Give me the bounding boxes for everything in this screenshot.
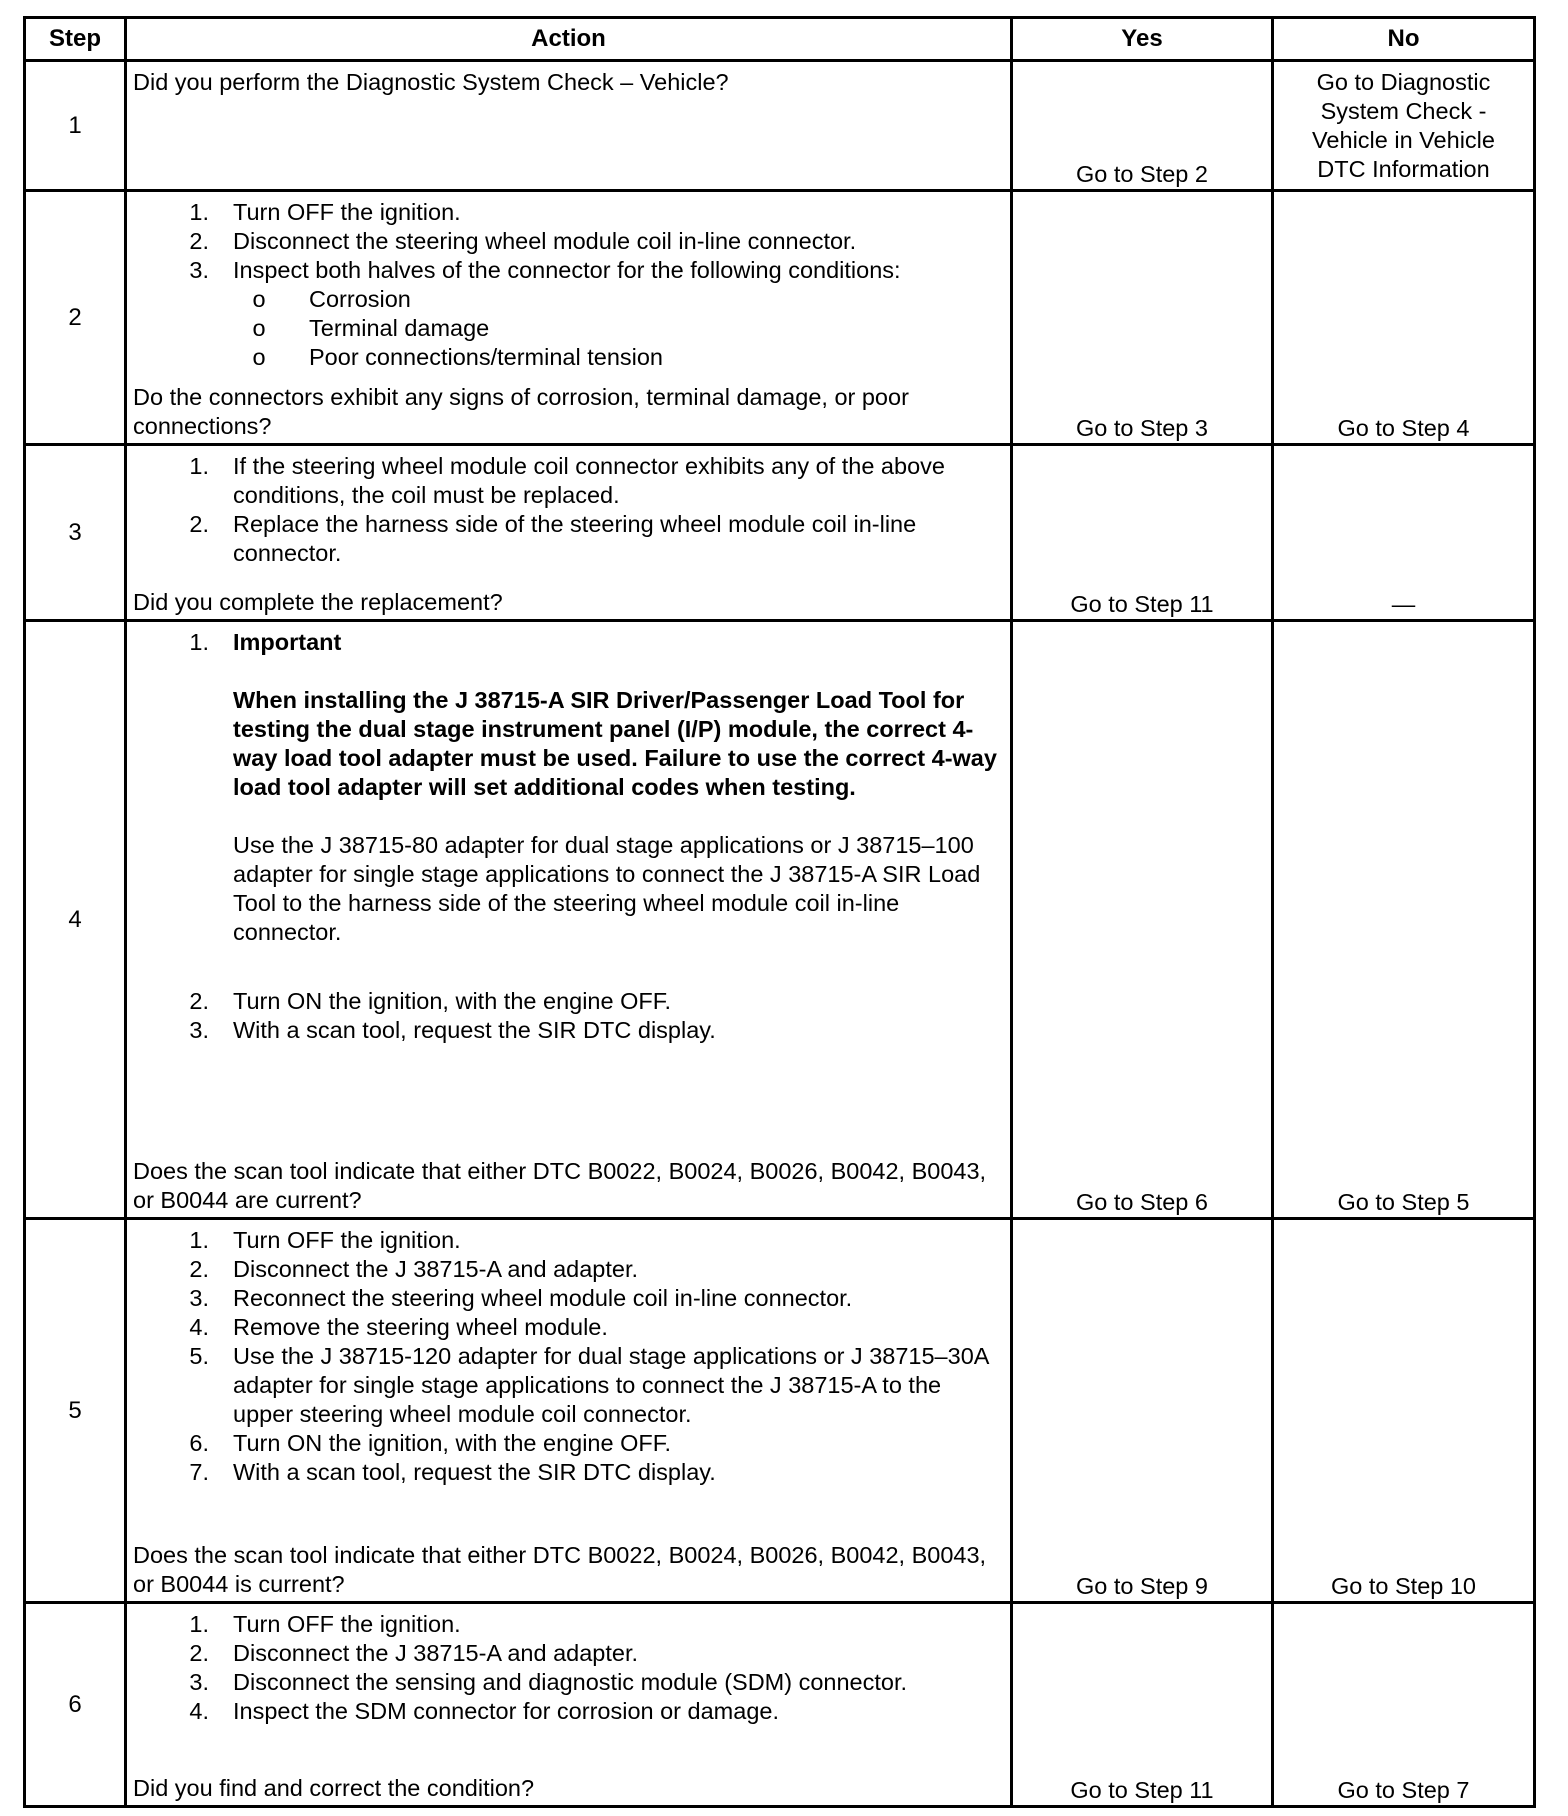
list-item: 2. Disconnect the J 38715-A and adapter. — [189, 1256, 639, 1283]
step-number: 1 — [25, 61, 126, 191]
condition-list — [133, 285, 1004, 372]
list-item: 2. Turn ON the ignition, with the engine OFF. — [189, 988, 672, 1015]
step-number: 5 — [25, 1219, 126, 1603]
header-row — [25, 18, 1535, 61]
list-item: 1. Important When installing the J 38715-A SIR Driver/Passenger Load Tool for testing the dual stage instrument panel (I/P) module, the correct 4-way load tool adapter must be used. Failure to use the correct 4-way load tool adapter will set additional codes when testing. Use the J 38715-80 adapter for dual stage applications or J 38715–100 adapter for single stage applications to connect the J 38715-A SIR Load Tool to the harness side of the steering wheel module coil in-line connector. — [133, 628, 1004, 987]
list-item: o Corrosion — [252, 286, 411, 313]
question-text: Did you perform the Diagnostic System Check – Vehicle? — [133, 69, 729, 95]
no-cell: Go to Step 10 — [1273, 1219, 1535, 1603]
step-list — [133, 1610, 1004, 1726]
header-action: Action — [126, 18, 1012, 61]
table-row-step-5 — [25, 1219, 1535, 1603]
important-text: When installing the J 38715-A SIR Driver/Passenger Load Tool for testing the dual stage instrument panel (I/P) module, the correct 4-way load tool adapter must be used. Failure to use the correct 4-way load tool adapter will set additional codes when testing. — [233, 687, 997, 801]
action-cell — [126, 621, 1012, 1219]
step-list — [133, 1226, 1004, 1487]
yes-cell: Go to Step 3 — [1012, 191, 1273, 445]
step-number: 3 — [25, 445, 126, 621]
yes-cell: Go to Step 6 — [1012, 621, 1273, 1219]
no-cell: — — [1273, 445, 1535, 621]
no-cell: Go to Diagnostic System Check - Vehicle in Vehicle DTC Information — [1273, 61, 1535, 191]
action-cell — [126, 1603, 1012, 1807]
list-item: 1. Turn OFF the ignition. — [189, 1227, 461, 1254]
action-cell — [126, 445, 1012, 621]
action-cell — [126, 1219, 1012, 1603]
question-text: Did you find and correct the condition? — [133, 1775, 535, 1801]
list-item: o Terminal damage — [252, 315, 490, 342]
list-item: 2. Replace the harness side of the steering wheel module coil in-line connector. — [189, 511, 917, 567]
step-number: 4 — [25, 621, 126, 1219]
question-text: Does the scan tool indicate that either DTC B0022, B0024, B0026, B0042, B0043, or B0044 are current? — [133, 1158, 987, 1214]
list-item: 7. With a scan tool, request the SIR DTC display. — [189, 1459, 716, 1486]
action-cell — [126, 191, 1012, 445]
question-text: Did you complete the replacement? — [133, 589, 503, 616]
list-item: 3. Disconnect the sensing and diagnostic module (SDM) connector. — [189, 1669, 908, 1696]
list-item: o Poor connections/terminal tension — [252, 344, 664, 371]
step-list — [133, 198, 1004, 285]
header-step: Step — [25, 18, 126, 61]
table-row-step-2 — [25, 191, 1535, 445]
list-item: 4. Remove the steering wheel module. — [189, 1314, 608, 1341]
header-yes: Yes — [1012, 18, 1273, 61]
list-item: 5. Use the J 38715-120 adapter for dual stage applications or J 38715–30A adapter for single stage applications to connect the J 38715-A to the upper steering wheel module coil connector. — [189, 1343, 989, 1428]
no-cell: Go to Step 7 — [1273, 1603, 1535, 1807]
list-item: 1. Turn OFF the ignition. — [189, 199, 461, 226]
no-cell: Go to Step 5 — [1273, 621, 1535, 1219]
list-item: 4. Inspect the SDM connector for corrosion or damage. — [189, 1698, 779, 1725]
list-item: 1. Turn OFF the ignition. — [189, 1611, 461, 1638]
table-row-step-6 — [25, 1603, 1535, 1807]
yes-cell: Go to Step 2 — [1012, 61, 1273, 191]
header-no: No — [1273, 18, 1535, 61]
adapter-instruction: Use the J 38715-80 adapter for dual stage applications or J 38715–100 adapter for single stage applications to connect the J 38715-A SIR Load Tool to the harness side of the steering wheel module coil in-line connector. — [233, 832, 981, 946]
list-item: 6. Turn ON the ignition, with the engine OFF. — [189, 1430, 672, 1457]
yes-cell: Go to Step 11 — [1012, 445, 1273, 621]
list-item: 3. Inspect both halves of the connector for the following conditions: — [189, 257, 901, 284]
step-number: 6 — [25, 1603, 126, 1807]
step-list — [133, 452, 1004, 568]
table-row-step-1 — [25, 61, 1535, 191]
list-item: 1. If the steering wheel module coil connector exhibits any of the above conditions, the coil must be replaced. — [189, 453, 945, 509]
important-label: Important — [233, 629, 342, 656]
step-list — [133, 628, 1004, 1045]
no-cell: Go to Step 4 — [1273, 191, 1535, 445]
list-item: 3. Reconnect the steering wheel module coil in-line connector. — [189, 1285, 853, 1312]
yes-cell: Go to Step 11 — [1012, 1603, 1273, 1807]
list-item: 2. Disconnect the steering wheel module coil in-line connector. — [189, 228, 857, 255]
question-text: Do the connectors exhibit any signs of corrosion, terminal damage, or poor connections? — [133, 384, 909, 440]
diagnostic-table — [23, 16, 1536, 1808]
step-number: 2 — [25, 191, 126, 445]
table-row-step-3 — [25, 445, 1535, 621]
action-cell — [126, 61, 1012, 191]
table-row-step-4 — [25, 621, 1535, 1219]
yes-cell: Go to Step 9 — [1012, 1219, 1273, 1603]
question-text: Does the scan tool indicate that either DTC B0022, B0024, B0026, B0042, B0043, or B0044 is current? — [133, 1542, 987, 1598]
list-item: 2. Disconnect the J 38715-A and adapter. — [189, 1640, 639, 1667]
list-item: 3. With a scan tool, request the SIR DTC display. — [189, 1017, 716, 1044]
